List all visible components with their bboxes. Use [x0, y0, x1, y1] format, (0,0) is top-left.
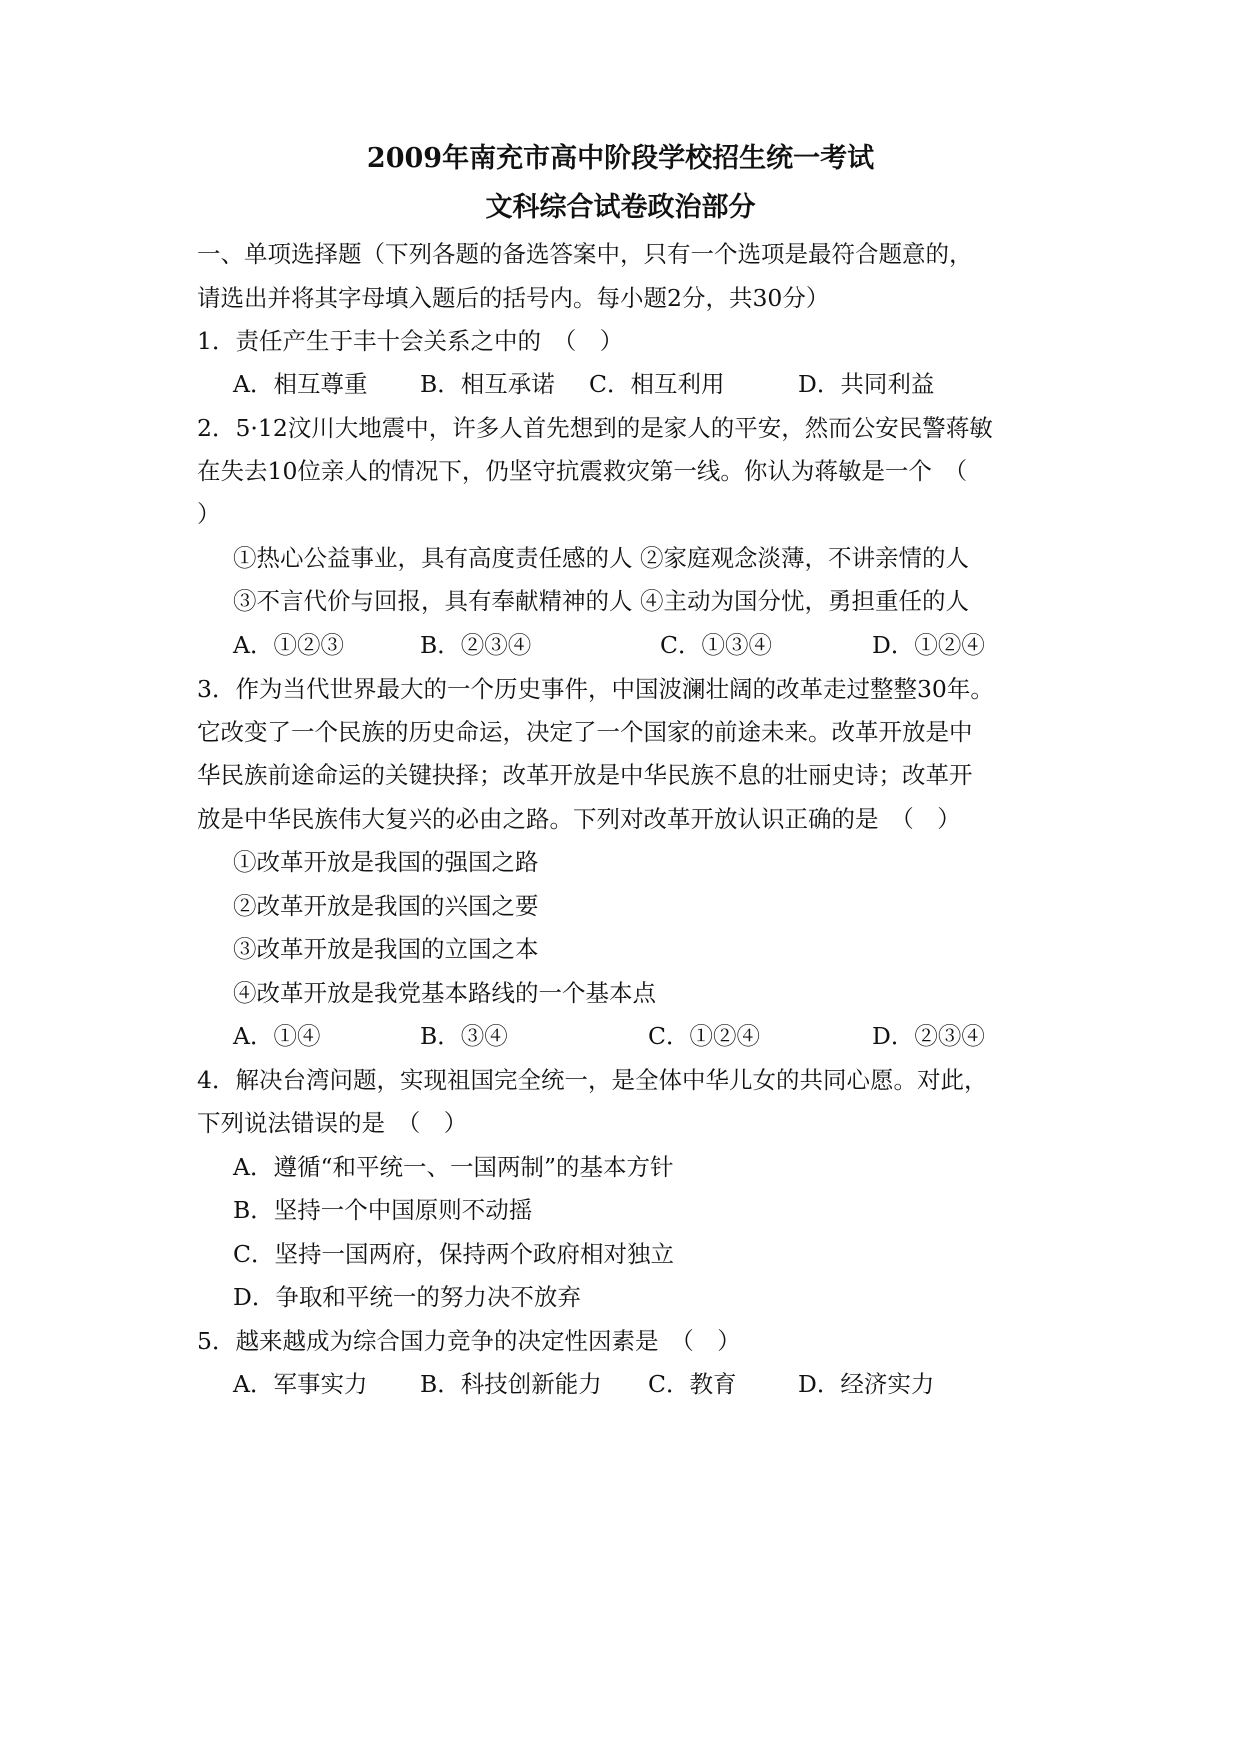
question-2-stem: 在失去10位亲人的情况下，仍坚守抗震救灾第一线。你认为蒋敏是一个 （ [197, 457, 968, 485]
section-instruction: 一、单项选择题（下列各题的备选答案中，只有一个选项是最符合题意的， [197, 240, 973, 268]
question-4-stem: 4．解决台湾问题，实现祖国完全统一，是全体中华儿女的共同心愿。对此， [197, 1066, 988, 1094]
option-b: B．相互承诺 [420, 370, 555, 398]
option-c: C．相互利用 [589, 370, 725, 398]
option-a: A．军事实力 [233, 1370, 368, 1398]
question-4-option: D．争取和平统一的努力决不放弃 [233, 1283, 581, 1311]
option-b: B．科技创新能力 [420, 1370, 602, 1398]
option-d: D．经济实力 [798, 1370, 935, 1398]
question-4-stem: 下列说法错误的是 （ ） [197, 1109, 468, 1137]
option-c: C．①②④ [648, 1022, 760, 1050]
question-3-statement: ①改革开放是我国的强国之路 [233, 848, 539, 876]
question-2-stem: ） [197, 500, 221, 528]
option-d: D．共同利益 [798, 370, 935, 398]
option-a: A．①④ [233, 1022, 321, 1050]
question-3-stem: 华民族前途命运的关键抉择；改革开放是中华民族不息的壮丽史诗；改革开 [197, 761, 973, 789]
question-4-option: C．坚持一国两府，保持两个政府相对独立 [233, 1240, 674, 1268]
exam-title: 2009年南充市高中阶段学校招生统一考试 [366, 143, 875, 174]
option-d: D．①②④ [872, 631, 985, 659]
question-2-stem: 2．5·12汶川大地震中，许多人首先想到的是家人的平安，然而公安民警蒋敏 [197, 414, 993, 442]
option-c: C．教育 [648, 1370, 737, 1398]
option-d: D．②③④ [872, 1022, 985, 1050]
option-a: A．①②③ [233, 631, 344, 659]
question-3-statement: ④改革开放是我党基本路线的一个基本点 [233, 979, 656, 1007]
section-instruction: 请选出并将其字母填入题后的括号内。每小题2分，共30分） [197, 284, 830, 312]
option-a: A．相互尊重 [233, 370, 368, 398]
question-1-stem: 1．责任产生于丰十会关系之中的 （ ） [197, 327, 624, 355]
option-c: C．①③④ [660, 631, 772, 659]
question-3-stem: 放是中华民族伟大复兴的必由之路。下列对改革开放认识正确的是 （ ） [197, 805, 961, 833]
question-4-option: B．坚持一个中国原则不动摇 [233, 1196, 533, 1224]
question-2-statement: ①热心公益事业，具有高度责任感的人 ②家庭观念淡薄，不讲亲情的人 [233, 544, 969, 572]
question-4-option: A．遵循“和平统一、一国两制”的基本方针 [233, 1153, 674, 1181]
option-b: B．②③④ [420, 631, 532, 659]
exam-subtitle: 文科综合试卷政治部分 [485, 192, 756, 223]
option-b: B．③④ [420, 1022, 508, 1050]
question-3-stem: 3．作为当代世界最大的一个历史事件，中国波澜壮阔的改革走过整整30年。 [197, 675, 994, 703]
question-3-stem: 它改变了一个民族的历史命运，决定了一个国家的前途未来。改革开放是中 [197, 718, 973, 746]
question-5-stem: 5．越来越成为综合国力竞争的决定性因素是 （ ） [197, 1327, 741, 1355]
question-3-statement: ③改革开放是我国的立国之本 [233, 935, 539, 963]
question-2-statement: ③不言代价与回报，具有奉献精神的人 ④主动为国分忧，勇担重任的人 [233, 587, 969, 615]
question-3-statement: ②改革开放是我国的兴国之要 [233, 892, 539, 920]
